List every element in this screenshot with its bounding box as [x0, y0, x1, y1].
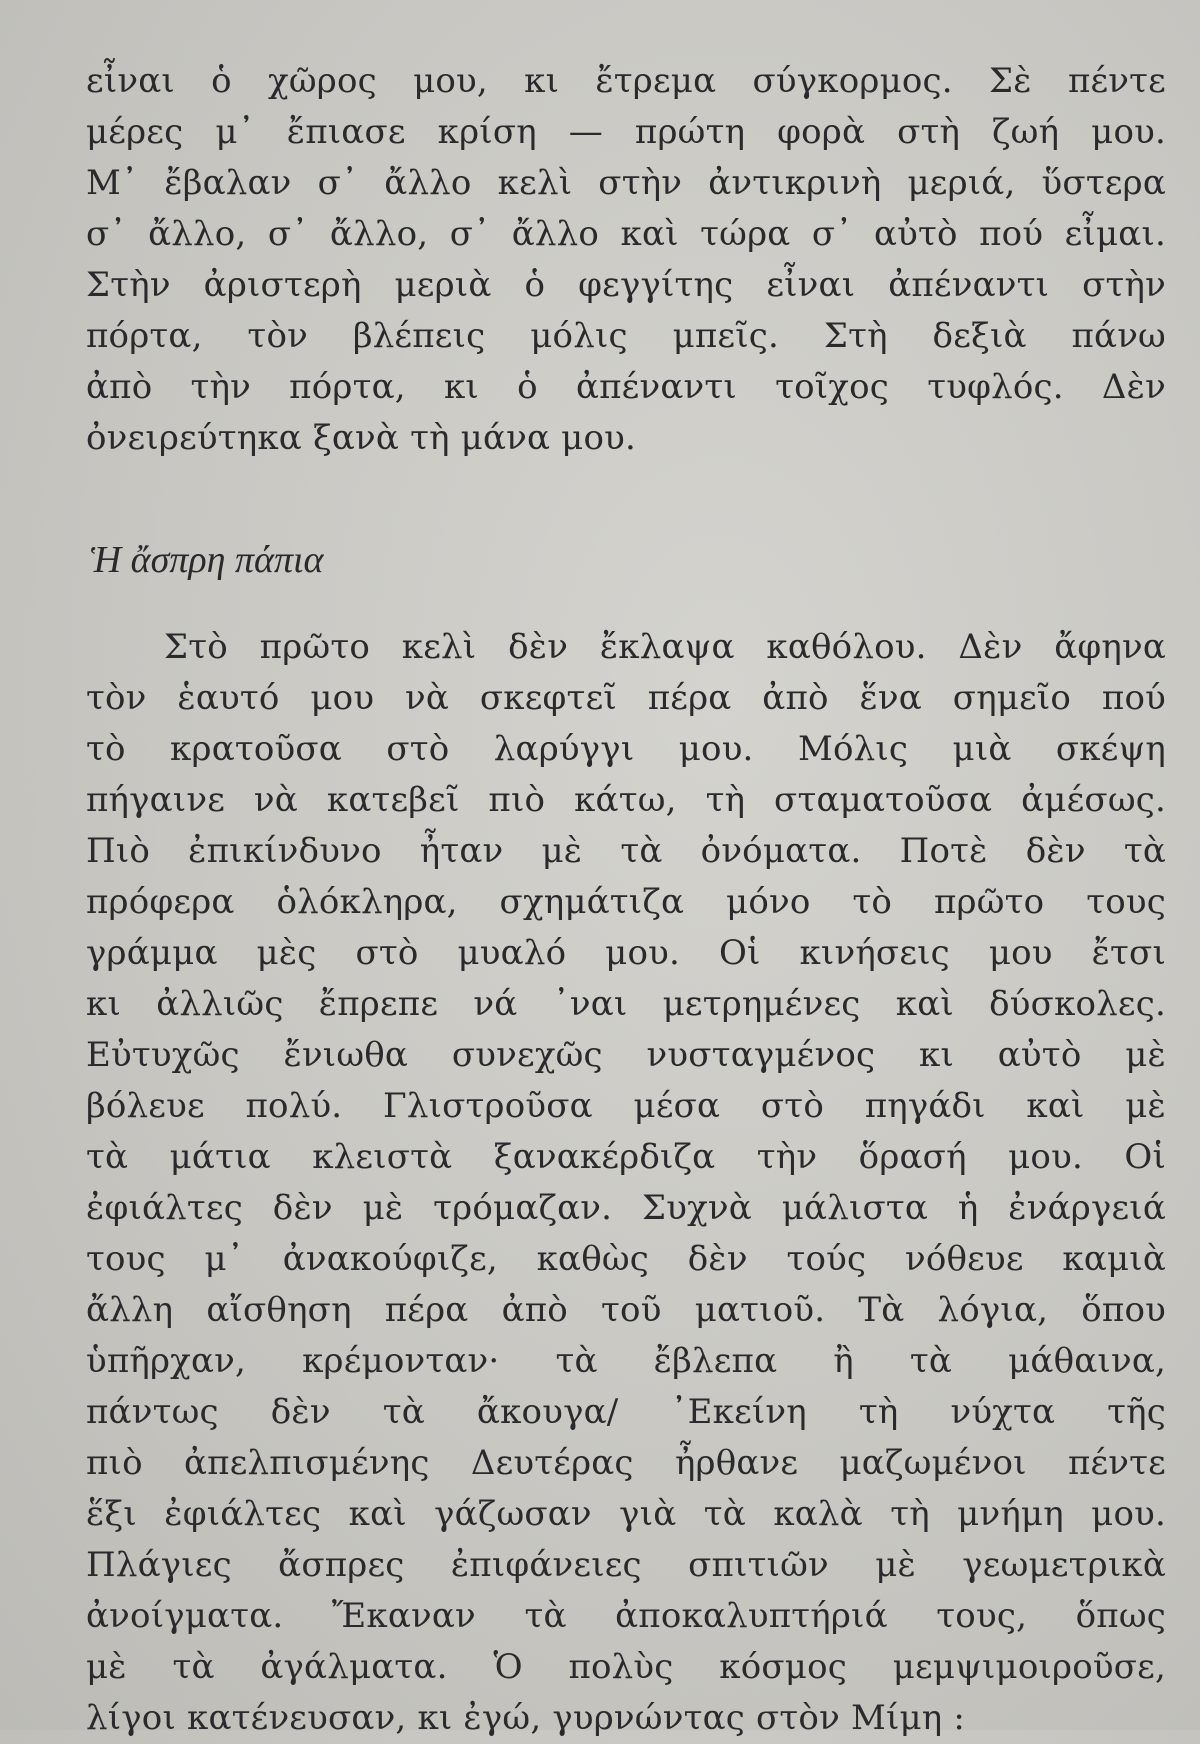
text-line: Στὸ πρῶτο κελὶ δὲν ἔκλαψα καθόλου. Δὲν ἄφηνα [164, 627, 1166, 667]
text-line: τὰ μάτια κλειστὰ ξανακέρδιζα τὴν ὅρασή μου. Οἱ [86, 1137, 1166, 1177]
text-line: μέρες μ᾽ ἔπιασε κρίση — πρώτη φορὰ στὴ ζωή μου. [86, 112, 1166, 152]
text-line: τὸ κρατοῦσα στὸ λαρύγγι μου. Μόλις μιὰ σκέψη [86, 729, 1166, 769]
text-line: μὲ τὰ ἀγάλματα. Ὁ πολὺς κόσμος μεμψιμοιροῦσε, [86, 1647, 1166, 1687]
text-line: πόρτα, τὸν βλέπεις μόλις μπεῖς. Στὴ δεξιὰ πάνω [86, 316, 1166, 356]
text-line: Εὐτυχῶς ἔνιωθα συνεχῶς νυσταγμένος κι αὐτὸ μὲ [86, 1035, 1166, 1075]
text-line: πάντως δὲν τὰ ἄκουγα/ ᾽Εκείνη τὴ νύχτα τῆς [86, 1392, 1166, 1432]
text-line: λίγοι κατένευσαν, κι ἐγώ, γυρνώντας στὸν Μίμη : [86, 1698, 966, 1738]
paragraph-1 [86, 56, 1166, 464]
text-line: πιὸ ἀπελπισμένης Δευτέρας ἦρθανε μαζωμένοι πέντε [86, 1443, 1166, 1483]
text-line: Πλάγιες ἄσπρες ἐπιφάνειες σπιτιῶν μὲ γεωμετρικὰ [86, 1545, 1166, 1585]
text-line: Πιὸ ἐπικίνδυνο ἦταν μὲ τὰ ὀνόματα. Ποτὲ δὲν τὰ [86, 831, 1166, 871]
text-line: ἄλλη αἴσθηση πέρα ἀπὸ τοῦ ματιοῦ. Τὰ λόγια, ὅπου [86, 1290, 1166, 1330]
text-line: γράμμα μὲς στὸ μυαλό μου. Οἱ κινήσεις μου ἔτσι [86, 933, 1166, 973]
text-line: τὸν ἑαυτό μου νὰ σκεφτεῖ πέρα ἀπὸ ἕνα σημεῖο πού [86, 678, 1166, 718]
text-line: Στὴν ἀριστερὴ μεριὰ ὁ φεγγίτης εἶναι ἀπέναντι στὴν [86, 265, 1166, 305]
text-line: εἶναι ὁ χῶρος μου, κι ἔτρεμα σύγκορμος. Σὲ πέντε [86, 61, 1166, 101]
text-line: τους μ᾽ ἀνακούφιζε, καθὼς δὲν τούς νόθευε καμιὰ [86, 1239, 1166, 1279]
text-line: ἐφιάλτες δὲν μὲ τρόμαζαν. Συχνὰ μάλιστα ἡ ἐνάργειά [86, 1188, 1166, 1228]
text-line: κι ἀλλιῶς ἔπρεπε νά ᾽ναι μετρημένες καὶ δύσκολες. [86, 984, 1166, 1024]
text-line: πρόφερα ὁλόκληρα, σχημάτιζα μόνο τὸ πρῶτο τους [86, 882, 1166, 922]
text-line: ἀπὸ τὴν πόρτα, κι ὁ ἀπέναντι τοῖχος τυφλός. Δὲν [86, 367, 1166, 407]
text-line: ἀνοίγματα. Ἔκαναν τὰ ἀποκαλυπτήριά τους, ὅπως [86, 1596, 1166, 1636]
text-line: ὑπῆρχαν, κρέμονταν· τὰ ἔβλεπα ἢ τὰ μάθαινα, [86, 1341, 1166, 1381]
text-line: Μ᾽ ἔβαλαν σ᾽ ἄλλο κελὶ στὴν ἀντικρινὴ μεριά, ὕστερα [86, 163, 1166, 203]
text-line: σ᾽ ἄλλο, σ᾽ ἄλλο, σ᾽ ἄλλο καὶ τώρα σ᾽ αὐτὸ πού εἶμαι. [86, 214, 1166, 254]
text-line: πήγαινε νὰ κατεβεῖ πιὸ κάτω, τὴ σταματοῦσα ἀμέσως. [86, 780, 1166, 820]
text-line: βόλευε πολύ. Γλιστροῦσα μέσα στὸ πηγάδι καὶ μὲ [86, 1086, 1166, 1126]
text-line: ἕξι ἐφιάλτες καὶ γάζωσαν γιὰ τὰ καλὰ τὴ μνήμη μου. [86, 1494, 1166, 1534]
text-line: ὀνειρεύτηκα ξανὰ τὴ μάνα μου. [86, 418, 636, 458]
section-heading: Ἡ ἄσπρη πάπια [90, 539, 324, 581]
paragraph-2 [86, 622, 1166, 1744]
